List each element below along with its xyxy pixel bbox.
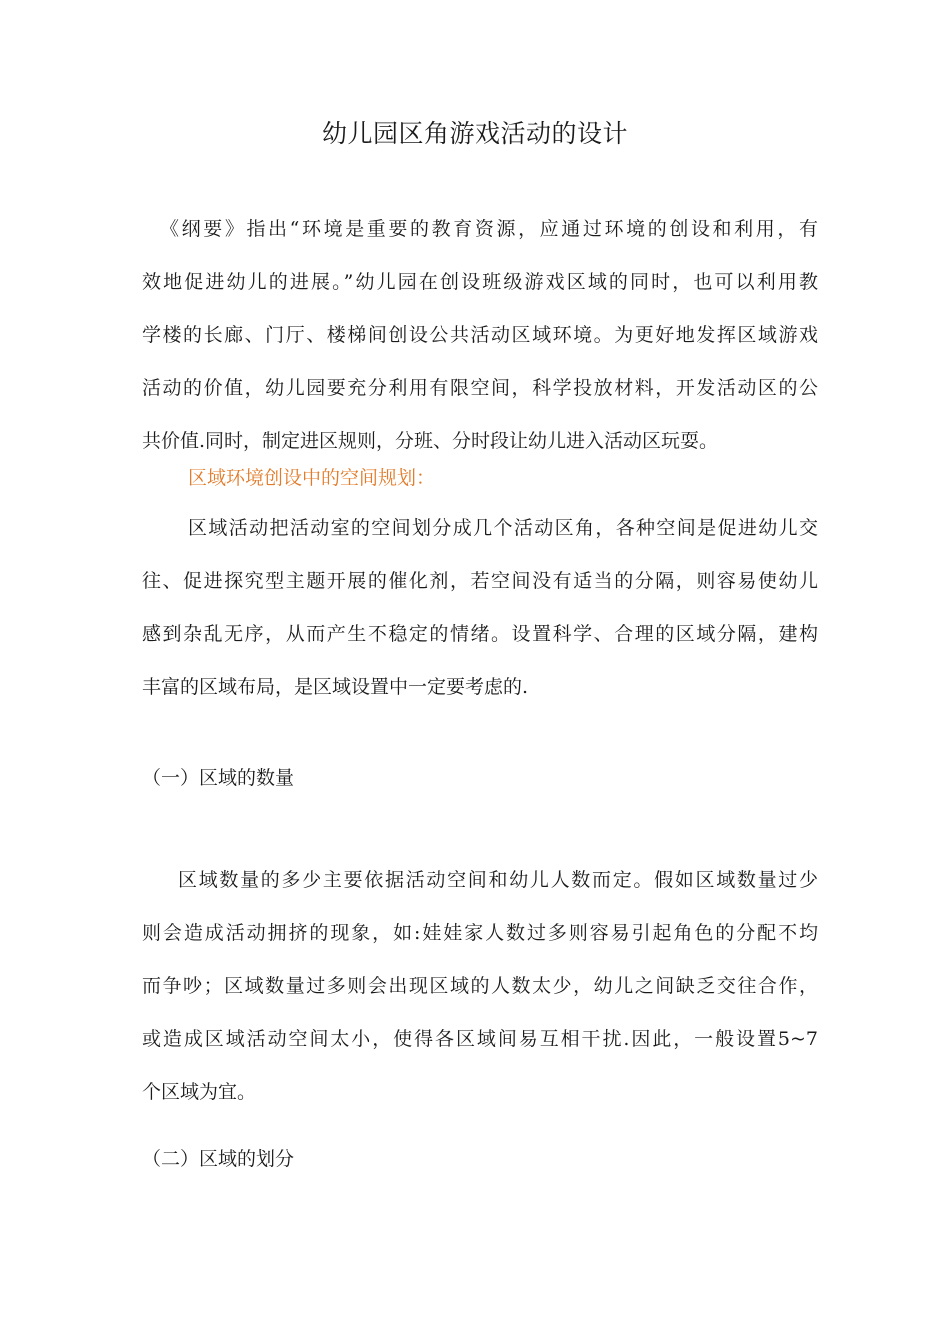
paragraph-line: 丰富的区域布局，是区域设置中一定要考虑的. bbox=[142, 676, 529, 698]
paragraph-line: 共价值.同时，制定进区规则，分班、分时段让幼儿进入活动区玩耍。 bbox=[142, 430, 719, 452]
document-title: 幼儿园区角游戏活动的设计 bbox=[321, 119, 628, 148]
paragraph-line: 学楼的长廊、门厅、楼梯间创设公共活动区域环境。为更好地发挥区域游戏 bbox=[142, 324, 818, 346]
paragraph-line: 感到杂乱无序，从而产生不稳定的情绪。设置科学、合理的区域分隔，建构 bbox=[142, 623, 818, 645]
paragraph-line: 则会造成活动拥挤的现象，如:娃娃家人数过多则容易引起角色的分配不均 bbox=[142, 922, 818, 944]
paragraph-line: 区域数量的多少主要依据活动空间和幼儿人数而定。假如区域数量过少 bbox=[178, 869, 818, 891]
paragraph-line: 而争吵；区域数量过多则会出现区域的人数太少，幼儿之间缺乏交往合作， bbox=[142, 975, 818, 997]
paragraph-space-planning bbox=[142, 502, 818, 714]
paragraph-line: 《纲要》指出“环境是重要的教育资源，应通过环境的创设和利用，有 bbox=[160, 218, 818, 240]
paragraph-quantity bbox=[142, 854, 818, 1119]
section-heading-quantity: （一）区域的数量 bbox=[142, 767, 295, 789]
paragraph-line: 效地促进幼儿的进展。”幼儿园在创设班级游戏区域的同时，也可以利用教 bbox=[142, 271, 818, 293]
paragraph-line: 往、促进探究型主题开展的催化剂，若空间没有适当的分隔，则容易使幼儿 bbox=[142, 570, 818, 592]
paragraph-line: 或造成区域活动空间太小，使得各区域间易互相干扰.因此，一般设置5~7 bbox=[142, 1028, 818, 1050]
paragraph-intro bbox=[142, 203, 818, 468]
subheading-space-planning: 区域环境创设中的空间规划： bbox=[188, 467, 436, 489]
paragraph-line: 活动的价值，幼儿园要充分利用有限空间，科学投放材料，开发活动区的公 bbox=[142, 377, 818, 399]
paragraph-line: 个区域为宜。 bbox=[142, 1081, 257, 1103]
section-heading-division: （二）区域的划分 bbox=[142, 1148, 295, 1170]
paragraph-line: 区域活动把活动室的空间划分成几个活动区角，各种空间是促进幼儿交 bbox=[188, 517, 818, 539]
